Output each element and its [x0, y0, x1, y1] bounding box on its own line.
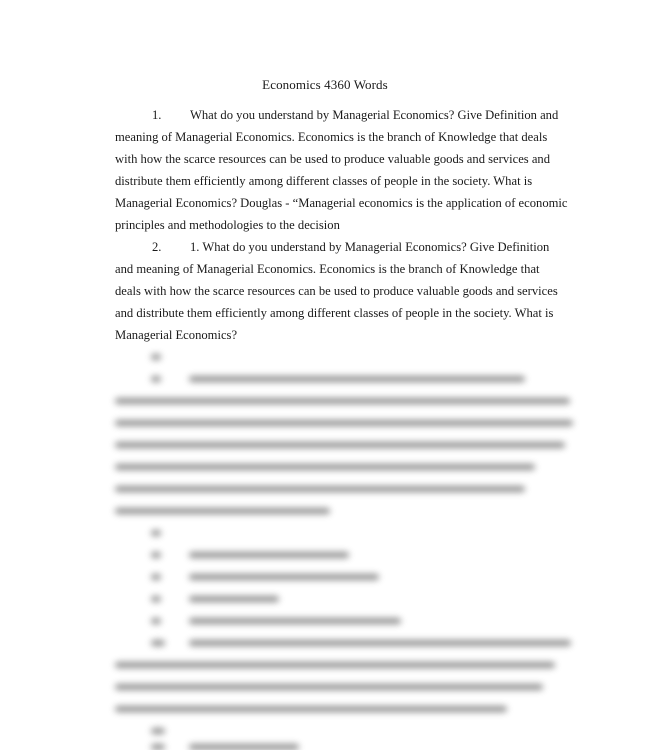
- item-first-line: [115, 236, 577, 258]
- item-text-line: and distribute them efficiently among different classes of people in the society. What is: [115, 306, 554, 320]
- item-text-line: and meaning of Managerial Economics. Economics is the branch of Knowledge that: [115, 262, 540, 276]
- numbered-item-2: [115, 236, 577, 346]
- item-text-line: deals with how the scarce resources can be used to produce valuable goods and services: [115, 284, 558, 298]
- item-text-line: distribute them efficiently among different classes of people in the society. What is: [115, 174, 533, 188]
- item-text-line: Managerial Economics?: [115, 328, 238, 342]
- blurred-preview-region: [115, 342, 585, 750]
- numbered-item-1: [115, 104, 577, 236]
- item-text-line: meaning of Managerial Economics. Economics is the branch of Knowledge that deals: [115, 130, 548, 144]
- item-text-line: principles and methodologies to the decision: [115, 218, 340, 232]
- item-number: 1.: [152, 108, 162, 122]
- item-first-line: [115, 104, 577, 126]
- item-text-line: What do you understand by Managerial Economics? Give Definition and: [190, 108, 559, 122]
- item-text-line: with how the scarce resources can be used to produce valuable goods and services and: [115, 152, 551, 166]
- item-number: 2.: [152, 240, 162, 254]
- document-title: Economics 4360 Words: [262, 77, 388, 92]
- item-text-line: Managerial Economics? Douglas - “Managerial economics is the application of economic: [115, 196, 568, 210]
- item-text-line: 1. What do you understand by Managerial Economics? Give Definition: [190, 240, 550, 254]
